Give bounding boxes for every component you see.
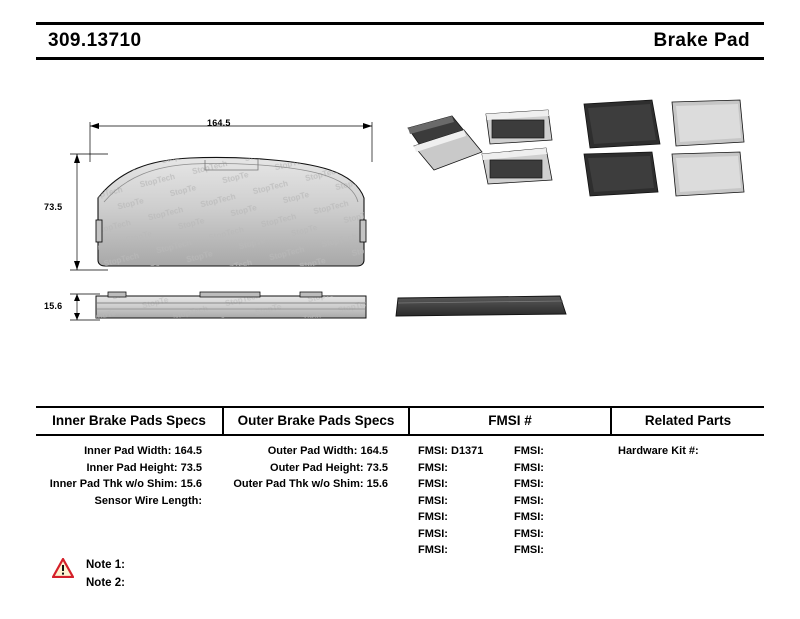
fmsi-line: FMSI: — [418, 511, 448, 523]
dimension-label-width: 164.5 — [207, 118, 231, 128]
fmsi-line: FMSI: — [514, 478, 544, 490]
fmsi-line: FMSI: — [514, 544, 544, 556]
warning-triangle-icon — [52, 558, 74, 578]
pad-set-flat-group — [584, 100, 744, 196]
main-pad-front-view — [96, 158, 366, 267]
width-dimension — [90, 122, 372, 162]
technical-drawing — [0, 70, 800, 380]
page-title: Brake Pad — [653, 30, 750, 51]
fmsi-line: FMSI: — [418, 494, 448, 507]
document-header — [36, 22, 764, 60]
fmsi-line: FMSI: D1371 — [418, 445, 484, 457]
dimension-label-height: 73.5 — [44, 202, 63, 212]
header-inner-specs: Inner Brake Pads Specs — [52, 413, 206, 428]
note-line: Note 1: — [86, 559, 125, 571]
pad-set-edge-view — [396, 296, 566, 316]
notes-section — [52, 556, 125, 592]
fmsi-line: FMSI: — [418, 478, 448, 490]
fmsi-line: FMSI: — [514, 445, 544, 457]
specs-table-body-row — [36, 436, 764, 565]
specs-tables — [36, 406, 764, 565]
note-line: Note 2: — [86, 577, 125, 589]
related-part-line: Hardware Kit #: — [618, 445, 699, 457]
fmsi-column-right — [510, 443, 606, 559]
header-outer-specs: Outer Brake Pads Specs — [222, 408, 408, 434]
outer-specs-cell — [222, 436, 408, 565]
inner-spec-line: Inner Pad Height: 73.5 — [86, 461, 202, 474]
fmsi-line: FMSI: — [418, 461, 448, 474]
fmsi-line: FMSI: — [514, 461, 544, 474]
dimension-label-thickness: 15.6 — [44, 301, 63, 311]
outer-spec-line: Outer Pad Thk w/o Shim: 15.6 — [233, 478, 388, 490]
fmsi-cell — [408, 436, 610, 565]
fmsi-line: FMSI: — [514, 494, 544, 507]
inner-specs-cell — [36, 436, 222, 565]
fmsi-column-left — [414, 443, 510, 559]
brake-pad-diagram-svg — [0, 70, 800, 380]
notes-lines — [86, 556, 125, 592]
pad-set-perspective-group — [408, 110, 552, 184]
specs-table-header-row — [36, 406, 764, 436]
header-fmsi: FMSI # — [408, 408, 610, 434]
inner-spec-line: Sensor Wire Length: — [94, 494, 202, 507]
header-related-parts: Related Parts — [610, 408, 764, 434]
fmsi-line: FMSI: — [418, 544, 448, 556]
inner-spec-line: Inner Pad Thk w/o Shim: 15.6 — [49, 478, 202, 490]
part-number: 309.13710 — [48, 30, 142, 51]
related-parts-cell — [610, 436, 764, 565]
fmsi-line: FMSI: — [514, 511, 544, 523]
fmsi-line: FMSI: — [418, 527, 448, 540]
inner-spec-line: Inner Pad Width: 164.5 — [84, 445, 202, 457]
main-pad-side-view — [96, 292, 366, 318]
outer-spec-line: Outer Pad Width: 164.5 — [267, 445, 388, 457]
outer-spec-line: Outer Pad Height: 73.5 — [270, 461, 388, 474]
fmsi-line: FMSI: — [514, 527, 544, 540]
